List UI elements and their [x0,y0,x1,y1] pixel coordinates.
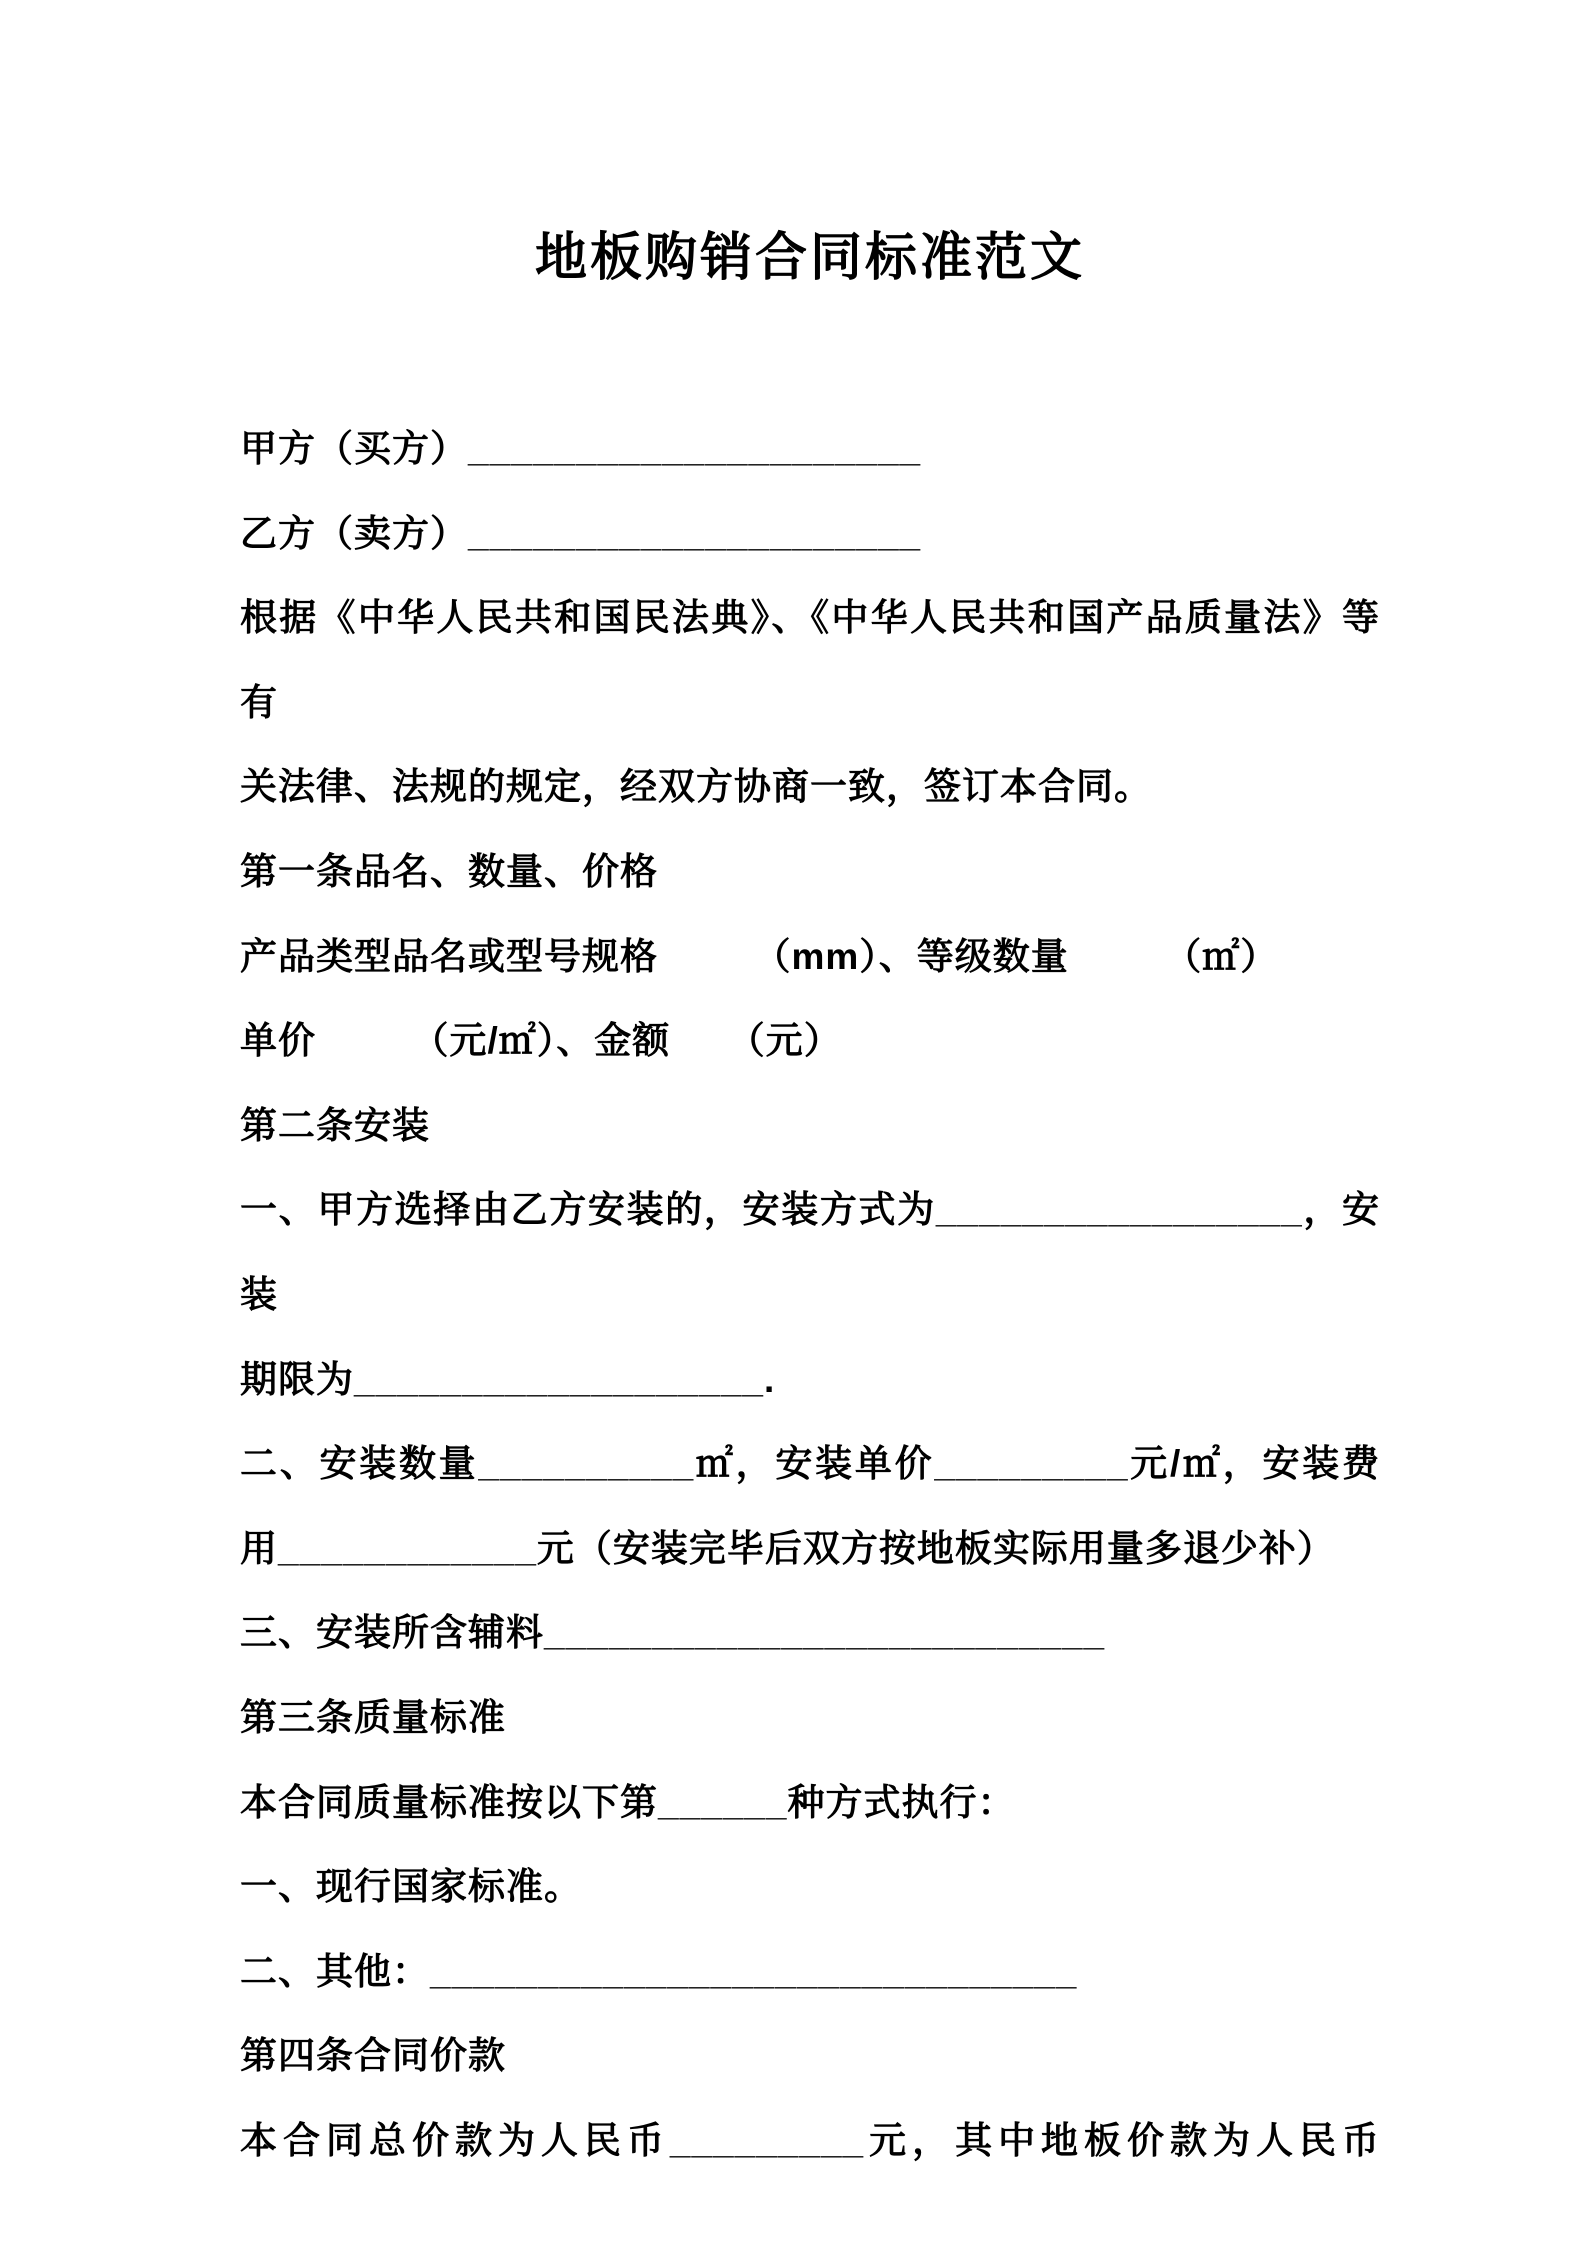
article-4-body-line: 本合同总价款为人民币_________元，其中地板价款为人民币 [240,2119,1380,2161]
article-1-heading: 第一条品名、数量、价格 [240,850,658,892]
party-a-line: 甲方（买方）_____________________ [240,428,922,469]
article-1-spec-line-2: 单价 （元/㎡）、金额 （元） [240,1020,842,1062]
party-b-line: 乙方（卖方）_____________________ [240,512,922,554]
article-3-option-1-line: 一、现行国家标准。 [240,1866,582,1908]
preamble-line-2: 关法律、法规的规定，经双方协商一致，签订本合同。 [240,766,1152,808]
article-3-heading: 第三条质量标准 [240,1696,506,1738]
article-2-heading: 第二条安装 [240,1104,430,1146]
article-3-intro-line: 本合同质量标准按以下第______种方式执行： [240,1781,1016,1823]
article-3-option-2-line: 二、其他：______________________________ [240,1950,1078,1992]
article-2-item-3-line: 三、安装所含辅料__________________________ [240,1612,1106,1654]
document-title: 地板购销合同标准范文 [534,229,1085,287]
document-body [240,407,1380,2183]
article-2-item-1-line-2: 期限为___________________. [240,1358,776,1400]
article-4-heading: 第四条合同价款 [240,2035,506,2077]
article-2-item-2-line-1: 二、安装数量__________㎡，安装单价_________元/㎡，安装费 [240,1443,1380,1485]
article-2-item-2-line-2: 用____________元（安装完毕后双方按地板实际用量多退少补） [240,1527,1335,1569]
preamble-line-1: 根据《中华人民共和国民法典》、《中华人民共和国产品质量法》等有 [240,597,1380,723]
article-1-spec-line-1: 产品类型品名或型号规格 （mm）、等级数量 （㎡） [240,935,1279,977]
article-2-item-1-line-1: 一、甲方选择由乙方安装的，安装方式为_________________，安装 [240,1189,1380,1315]
